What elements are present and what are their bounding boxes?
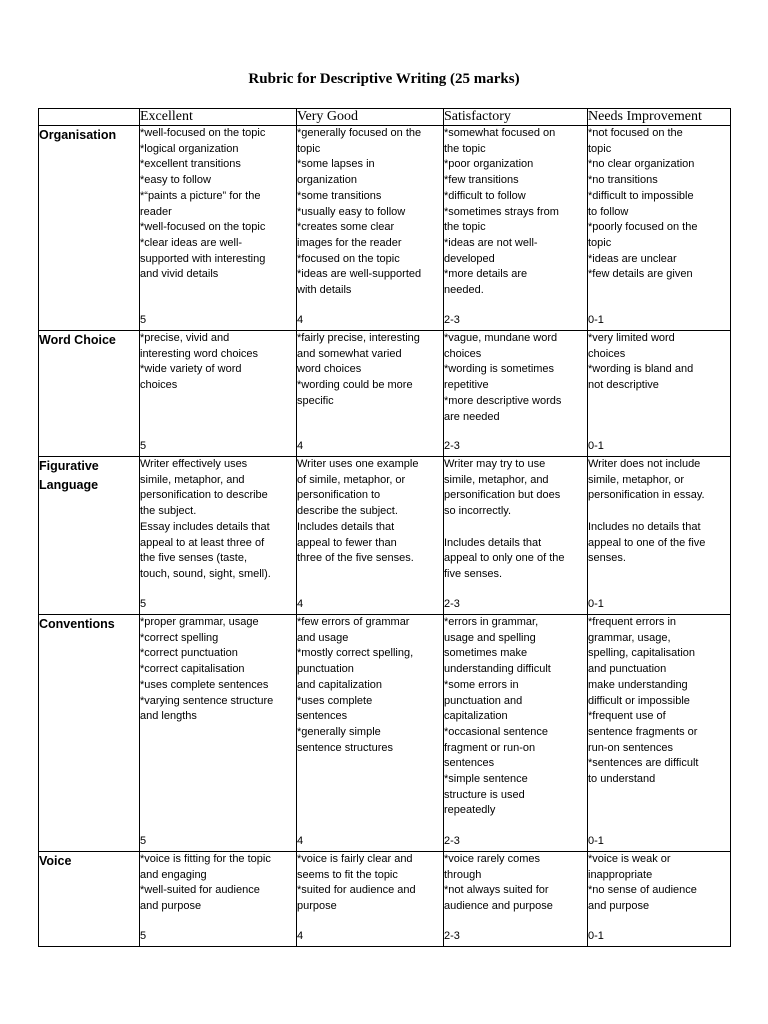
criteria-text xyxy=(297,852,443,915)
criteria-line: three of the five senses. xyxy=(297,552,414,565)
criteria-line: purpose xyxy=(297,900,337,913)
criteria-line: *difficult to impossible xyxy=(588,189,694,202)
criteria-line: five senses. xyxy=(444,567,503,580)
criteria-line: sentences xyxy=(297,710,348,723)
criteria-line: *few errors of grammar xyxy=(297,616,410,628)
table-row xyxy=(39,852,731,947)
criteria-line: sentence structures xyxy=(297,741,393,754)
criteria-line: *usually easy to follow xyxy=(297,205,406,218)
criteria-line: *correct punctuation xyxy=(140,647,238,660)
criteria-line: personification but does xyxy=(444,489,561,502)
criteria-line: *difficult to follow xyxy=(444,189,526,202)
criteria-line: sentences xyxy=(444,757,495,770)
criteria-line: sentence fragments or xyxy=(588,725,698,738)
criteria-line: Includes no details that xyxy=(588,520,701,533)
criteria-line: *some transitions xyxy=(297,189,382,202)
criteria-line: *varying sentence structure xyxy=(140,694,274,707)
table-row xyxy=(39,457,731,615)
criteria-line: so incorrectly. xyxy=(444,505,512,518)
criteria-line: *correct capitalisation xyxy=(140,663,245,676)
criteria-line: *focused on the topic xyxy=(297,252,400,265)
criteria-line: Includes details that xyxy=(297,520,395,533)
criteria-line: *wording is bland and xyxy=(588,363,694,376)
criteria-line: *uses complete sentences xyxy=(140,678,269,691)
criteria-line: spelling, capitalisation xyxy=(588,647,696,660)
header-needs-improvement: Needs Improvement xyxy=(588,109,731,126)
criteria-line: *well-focused on the topic xyxy=(140,221,266,234)
criteria-line: inappropriate xyxy=(588,868,653,881)
criteria-line: *creates some clear xyxy=(297,221,395,234)
criteria-line: reader xyxy=(140,205,172,218)
criteria-line: run-on sentences xyxy=(588,741,673,754)
rubric-cell xyxy=(297,852,444,947)
criteria-text xyxy=(297,331,443,410)
criteria-text xyxy=(588,852,730,915)
criteria-line: through xyxy=(444,868,482,881)
score-value: 5 xyxy=(140,598,147,611)
criteria-line: topic xyxy=(297,142,321,155)
criteria-line: and lengths xyxy=(140,710,197,723)
criteria-line: simile, metaphor, or xyxy=(588,473,684,486)
rubric-cell xyxy=(140,126,297,331)
criteria-line: choices xyxy=(140,379,178,392)
criteria-line: and somewhat varied xyxy=(297,347,402,360)
criteria-line: *some errors in xyxy=(444,678,519,691)
row-label-line: Organisation xyxy=(39,128,117,142)
criteria-line: *generally focused on the xyxy=(297,127,422,139)
criteria-line: *voice rarely comes xyxy=(444,853,540,865)
criteria-line: the topic xyxy=(444,142,486,155)
rubric-cell xyxy=(297,615,444,852)
rubric-cell xyxy=(444,615,588,852)
criteria-line: fragment or run-on xyxy=(444,741,536,754)
criteria-line: punctuation and xyxy=(444,694,523,707)
rubric-cell xyxy=(588,331,731,457)
criteria-line: with details xyxy=(297,284,352,297)
criteria-text xyxy=(588,331,730,394)
criteria-line: *poor organization xyxy=(444,158,534,171)
criteria-line: not descriptive xyxy=(588,379,659,392)
criteria-line: *ideas are well-supported xyxy=(297,268,422,281)
criteria-line: *precise, vivid and xyxy=(140,332,230,344)
criteria-line: audience and purpose xyxy=(444,900,553,913)
score-value: 2-3 xyxy=(444,835,460,848)
criteria-line: *voice is fitting for the topic xyxy=(140,853,271,865)
criteria-line: understanding difficult xyxy=(444,663,551,676)
criteria-line: *vague, mundane word xyxy=(444,332,558,344)
criteria-line: to follow xyxy=(588,205,629,218)
rubric-cell xyxy=(297,126,444,331)
criteria-text xyxy=(444,615,587,819)
header-corner xyxy=(39,109,140,126)
criteria-line: *no sense of audience xyxy=(588,884,697,897)
criteria-line: and purpose xyxy=(140,900,202,913)
score-value: 5 xyxy=(140,314,147,327)
criteria-line: the five senses (taste, xyxy=(140,552,247,565)
criteria-line: *uses complete xyxy=(297,694,373,707)
row-label-line: Figurative xyxy=(39,459,99,473)
criteria-line: Writer effectively uses xyxy=(140,458,248,470)
row-label-line: Conventions xyxy=(39,617,115,631)
criteria-line: *correct spelling xyxy=(140,631,219,644)
criteria-line: *logical organization xyxy=(140,142,239,155)
rubric-cell xyxy=(444,852,588,947)
criteria-line: to understand xyxy=(588,773,656,786)
table-row xyxy=(39,126,731,331)
criteria-line: Writer may try to use xyxy=(444,458,546,470)
criteria-line: *fairly precise, interesting xyxy=(297,332,420,344)
criteria-line: *voice is weak or xyxy=(588,853,671,865)
criteria-line: and punctuation xyxy=(588,663,667,676)
criteria-line: *well-focused on the topic xyxy=(140,127,266,139)
rubric-cell xyxy=(444,457,588,615)
criteria-text xyxy=(140,852,296,915)
row-label-line: Word Choice xyxy=(39,333,116,347)
score-value: 5 xyxy=(140,930,147,943)
criteria-text xyxy=(444,457,587,583)
score-value: 4 xyxy=(297,440,304,453)
criteria-line: are needed xyxy=(444,410,500,423)
criteria-line: personification to xyxy=(297,489,381,502)
criteria-line: structure is used xyxy=(444,788,525,801)
score-value: 0-1 xyxy=(588,598,604,611)
rubric-cell xyxy=(140,331,297,457)
criteria-line: Includes details that xyxy=(444,536,542,549)
criteria-line: difficult or impossible xyxy=(588,694,690,707)
header-very-good: Very Good xyxy=(297,109,444,126)
criteria-line: make understanding xyxy=(588,678,688,691)
criteria-line: developed xyxy=(444,252,495,265)
criteria-line: describe the subject. xyxy=(297,505,398,518)
row-label xyxy=(39,615,140,852)
criteria-line: punctuation xyxy=(297,663,354,676)
criteria-line: *mostly correct spelling, xyxy=(297,647,414,660)
criteria-line: choices xyxy=(588,347,626,360)
score-value: 2-3 xyxy=(444,314,460,327)
criteria-line: *more details are xyxy=(444,268,528,281)
rubric-cell xyxy=(140,457,297,615)
criteria-line: seems to fit the topic xyxy=(297,868,398,881)
criteria-text xyxy=(444,331,587,425)
criteria-text xyxy=(588,457,730,567)
criteria-line: *generally simple xyxy=(297,725,381,738)
criteria-line: *not always suited for xyxy=(444,884,549,897)
criteria-line: *suited for audience and xyxy=(297,884,416,897)
rubric-cell xyxy=(588,457,731,615)
criteria-line: *not focused on the xyxy=(588,127,683,139)
criteria-text xyxy=(588,615,730,788)
criteria-line: topic xyxy=(588,142,612,155)
blank-line xyxy=(588,504,730,520)
rubric-cell xyxy=(588,615,731,852)
row-label xyxy=(39,331,140,457)
criteria-line: repeatedly xyxy=(444,804,496,817)
row-label xyxy=(39,126,140,331)
criteria-line: *no transitions xyxy=(588,174,658,187)
criteria-line: *poorly focused on the xyxy=(588,221,698,234)
rubric-cell xyxy=(297,457,444,615)
criteria-line: choices xyxy=(444,347,482,360)
criteria-line: organization xyxy=(297,174,357,187)
criteria-line: *ideas are not well- xyxy=(444,236,538,249)
score-value: 0-1 xyxy=(588,314,604,327)
criteria-line: *clear ideas are well- xyxy=(140,236,243,249)
criteria-line: *simple sentence xyxy=(444,773,528,786)
criteria-line: simile, metaphor, and xyxy=(140,473,245,486)
score-value: 2-3 xyxy=(444,598,460,611)
criteria-line: *wide variety of word xyxy=(140,363,242,376)
criteria-text xyxy=(588,126,730,283)
criteria-line: *easy to follow xyxy=(140,174,211,187)
criteria-line: the topic xyxy=(444,221,486,234)
score-value: 2-3 xyxy=(444,440,460,453)
criteria-line: specific xyxy=(297,394,334,407)
criteria-line: Writer does not include xyxy=(588,458,701,470)
score-value: 4 xyxy=(297,314,304,327)
criteria-text xyxy=(444,126,587,299)
criteria-line: the subject. xyxy=(140,505,197,518)
blank-line xyxy=(444,520,587,536)
rubric-cell xyxy=(140,852,297,947)
score-value: 0-1 xyxy=(588,440,604,453)
criteria-text xyxy=(297,126,443,299)
criteria-line: *wording could be more xyxy=(297,379,413,392)
score-value: 4 xyxy=(297,930,304,943)
criteria-line: *sometimes strays from xyxy=(444,205,559,218)
rubric-cell xyxy=(140,615,297,852)
table-row xyxy=(39,331,731,457)
criteria-line: word choices xyxy=(297,363,362,376)
criteria-line: touch, sound, sight, smell). xyxy=(140,567,271,580)
criteria-line: interesting word choices xyxy=(140,347,259,360)
criteria-text xyxy=(140,126,296,283)
score-value: 4 xyxy=(297,598,304,611)
table-row xyxy=(39,615,731,852)
criteria-line: personification to describe xyxy=(140,489,268,502)
row-label-line: Voice xyxy=(39,854,72,868)
score-value: 0-1 xyxy=(588,930,604,943)
score-value: 2-3 xyxy=(444,930,460,943)
rubric-cell xyxy=(444,331,588,457)
criteria-line: images for the reader xyxy=(297,236,402,249)
criteria-line: *voice is fairly clear and xyxy=(297,853,413,865)
criteria-line: Writer uses one example xyxy=(297,458,419,470)
criteria-line: supported with interesting xyxy=(140,252,266,265)
criteria-line: and engaging xyxy=(140,868,207,881)
criteria-line: *frequent errors in xyxy=(588,616,677,628)
criteria-line: *well-suited for audience xyxy=(140,884,260,897)
score-value: 0-1 xyxy=(588,835,604,848)
criteria-line: Essay includes details that xyxy=(140,520,270,533)
header-excellent: Excellent xyxy=(140,109,297,126)
header-row xyxy=(39,109,731,126)
criteria-line: *ideas are unclear xyxy=(588,252,677,265)
score-value: 5 xyxy=(140,440,147,453)
criteria-line: *occasional sentence xyxy=(444,725,548,738)
criteria-line: sometimes make xyxy=(444,647,528,660)
criteria-line: *excellent transitions xyxy=(140,158,241,171)
criteria-line: *very limited word xyxy=(588,332,675,344)
criteria-line: appeal to one of the five xyxy=(588,536,706,549)
criteria-line: *few transitions xyxy=(444,174,519,187)
criteria-line: needed. xyxy=(444,284,484,297)
score-value: 5 xyxy=(140,835,147,848)
criteria-line: repetitive xyxy=(444,379,489,392)
rubric-cell xyxy=(588,126,731,331)
criteria-text xyxy=(297,615,443,756)
criteria-text xyxy=(297,457,443,567)
criteria-line: appeal to only one of the xyxy=(444,552,565,565)
criteria-line: grammar, usage, xyxy=(588,631,671,644)
row-label xyxy=(39,457,140,615)
criteria-line: appeal to fewer than xyxy=(297,536,397,549)
page-title: Rubric for Descriptive Writing (25 marks) xyxy=(248,71,520,87)
criteria-line: *more descriptive words xyxy=(444,394,562,407)
rubric-table xyxy=(38,108,731,947)
criteria-line: *errors in grammar, xyxy=(444,616,539,628)
criteria-line: *some lapses in xyxy=(297,158,375,171)
criteria-text xyxy=(140,331,296,394)
rubric-cell xyxy=(297,331,444,457)
criteria-text xyxy=(140,457,296,583)
criteria-line: and purpose xyxy=(588,900,650,913)
row-label-line: Language xyxy=(39,478,99,492)
criteria-line: and capitalization xyxy=(297,678,383,691)
row-label xyxy=(39,852,140,947)
criteria-line: senses. xyxy=(588,552,626,565)
rubric-cell xyxy=(588,852,731,947)
criteria-text xyxy=(444,852,587,915)
criteria-line: of simile, metaphor, or xyxy=(297,473,406,486)
criteria-line: and usage xyxy=(297,631,349,644)
criteria-line: *sentences are difficult xyxy=(588,757,699,770)
criteria-line: topic xyxy=(588,236,612,249)
criteria-line: *“paints a picture” for the xyxy=(140,189,261,202)
criteria-line: appeal to at least three of xyxy=(140,536,265,549)
criteria-line: usage and spelling xyxy=(444,631,536,644)
criteria-line: simile, metaphor, and xyxy=(444,473,549,486)
criteria-text xyxy=(140,615,296,725)
criteria-line: *frequent use of xyxy=(588,710,666,723)
criteria-line: *proper grammar, usage xyxy=(140,616,259,628)
criteria-line: *no clear organization xyxy=(588,158,695,171)
criteria-line: personification in essay. xyxy=(588,489,705,502)
header-satisfactory: Satisfactory xyxy=(444,109,588,126)
criteria-line: *few details are given xyxy=(588,268,693,281)
rubric-cell xyxy=(444,126,588,331)
criteria-line: *somewhat focused on xyxy=(444,127,556,139)
criteria-line: and vivid details xyxy=(140,268,219,281)
criteria-line: *wording is sometimes xyxy=(444,363,555,376)
score-value: 4 xyxy=(297,835,304,848)
criteria-line: capitalization xyxy=(444,710,508,723)
